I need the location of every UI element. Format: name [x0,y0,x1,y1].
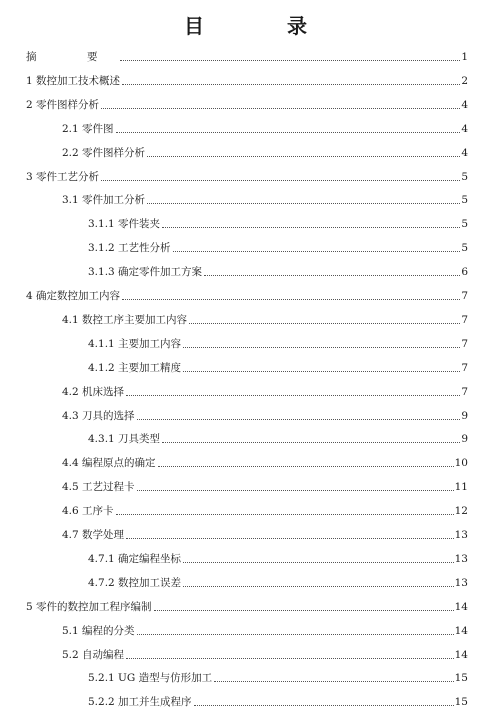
toc-entry-label: 摘 要 [26,51,118,63]
toc-entry-label: 3.1.3 确定零件加工方案 [88,266,203,279]
toc-entry-page-number: 4 [461,122,468,135]
toc-entry-page-number: 7 [461,385,468,398]
dot-leader [126,537,454,539]
toc-entry[interactable] [62,120,468,136]
toc-entry-label: 4.3.1 刀具类型 [88,433,161,446]
dot-leader [183,370,460,372]
toc-entry-label: 4.4 编程原点的确定 [62,457,156,470]
toc-entry[interactable] [62,383,468,399]
dot-leader [137,633,454,635]
dot-leader [204,274,460,276]
dot-leader [101,179,460,181]
toc-entry[interactable] [26,168,468,184]
toc-entry-label: 1 数控加工技术概述 [26,74,121,87]
toc-entry[interactable] [88,574,468,590]
toc-entry-page-number: 13 [454,552,468,565]
dot-leader [122,83,460,85]
toc-entry-page-number: 13 [454,529,468,541]
toc-entry[interactable] [62,311,468,327]
toc-entry-page-number: 11 [454,481,468,494]
toc-entry-label: 4.5 工艺过程卡 [62,481,135,494]
toc-entry-label: 5.2 自动编程 [62,648,125,661]
toc-entry[interactable] [62,478,468,494]
toc-entry[interactable] [62,646,468,662]
dot-leader [147,155,460,157]
toc-entry-page-number: 13 [454,576,468,589]
toc-entry-label: 4.1.2 主要加工精度 [88,361,182,374]
dot-leader [116,513,454,515]
toc-entry[interactable] [26,287,468,303]
dot-leader [183,585,454,587]
toc-entry-page-number: 5 [461,218,468,231]
toc-entry-label: 4.6 工序卡 [62,505,114,518]
dot-leader [214,680,453,682]
dot-leader [183,346,460,348]
toc-entry-page-number: 14 [454,648,468,661]
dot-leader [162,441,460,443]
toc-entry[interactable] [62,144,468,160]
toc-entry[interactable] [62,526,468,542]
dot-leader [101,107,460,109]
toc-entry-page-number: 7 [461,361,468,374]
toc-entry-label: 4.1.1 主要加工内容 [88,337,182,350]
dot-leader [126,657,454,659]
toc-entry-label: 4.7.2 数控加工误差 [88,576,182,589]
toc-entry[interactable] [62,454,468,470]
toc-entry-label: 4.2 机床选择 [62,385,125,398]
toc-entry-page-number: 12 [454,505,468,518]
toc-entry-page-number: 7 [461,290,468,302]
toc-entry-label: 4.7 数学处理 [62,529,125,541]
toc-entry-label: 5.2.1 UG 造型与仿形加工 [88,672,213,685]
toc-entry[interactable] [26,48,468,64]
toc-entry-page-number: 7 [461,313,468,326]
toc-entry[interactable] [26,598,468,614]
dot-leader [122,298,460,300]
toc-entry-label: 4.1 数控工序主要加工内容 [62,313,188,326]
toc-entry-page-number: 6 [461,266,468,279]
dot-leader [183,561,454,563]
dot-leader [147,202,460,204]
toc-entry-label: 4.7.1 确定编程坐标 [88,552,182,565]
toc-entry-label: 2.2 零件图样分析 [62,146,146,159]
toc-entry-page-number: 4 [461,98,468,111]
dot-leader [194,704,454,706]
toc-entry-page-number: 5 [461,194,468,207]
toc-entry-page-number: 14 [454,600,468,613]
toc-entry-label: 5.2.2 加工并生成程序 [88,696,192,709]
dot-leader [173,250,461,252]
dot-leader [158,465,454,467]
toc-entry-page-number: 2 [461,74,468,87]
toc-entry[interactable] [26,96,468,112]
dot-leader [120,59,461,61]
toc-entry[interactable] [62,191,468,207]
toc-entry-label: 3.1 零件加工分析 [62,194,146,207]
toc-entry[interactable] [26,72,468,88]
toc-entry-page-number: 10 [454,457,468,470]
toc-entry-label: 4 确定数控加工内容 [26,290,121,302]
toc-entry-label: 5 零件的数控加工程序编制 [26,600,152,613]
toc-entry-page-number: 14 [454,624,468,637]
dot-leader [154,609,454,611]
toc-entry-label: 3 零件工艺分析 [26,170,100,183]
toc-entry[interactable] [88,263,468,279]
dot-leader [116,131,461,133]
toc-entry-label: 5.1 编程的分类 [62,624,135,637]
toc-entry-page-number: 1 [461,51,468,63]
toc-entry[interactable] [88,335,468,351]
toc-entry-page-number: 5 [461,242,468,255]
toc-entry[interactable] [62,502,468,518]
toc-entry[interactable] [88,239,468,255]
toc-entry-page-number: 5 [461,170,468,183]
toc-entry-page-number: 15 [454,696,468,709]
toc-entry-label: 4.3 刀具的选择 [62,409,135,422]
toc-entry[interactable] [88,693,468,709]
toc-entry-label: 2.1 零件图 [62,122,114,135]
toc-entry[interactable] [88,430,468,446]
toc-entry-page-number: 15 [454,672,468,685]
toc-entry-page-number: 9 [461,433,468,446]
toc-entry[interactable] [88,359,468,375]
toc-entry-label: 3.1.1 零件装夹 [88,218,161,231]
toc-entry[interactable] [88,550,468,566]
toc-entry-page-number: 9 [461,409,468,422]
dot-leader [189,322,460,324]
toc-entry-label: 2 零件图样分析 [26,98,100,111]
toc-entry[interactable] [62,622,468,638]
toc-entry[interactable] [62,407,468,423]
dot-leader [162,226,460,228]
dot-leader [126,394,460,396]
toc-entry-label: 3.1.2 工艺性分析 [88,242,171,255]
dot-leader [137,418,461,420]
toc-entry[interactable] [88,215,468,231]
toc-entry-page-number: 4 [461,146,468,159]
toc-entry[interactable] [88,669,468,685]
toc-entry-page-number: 7 [461,337,468,350]
page-title: 目 录 [184,14,345,38]
dot-leader [137,489,454,491]
